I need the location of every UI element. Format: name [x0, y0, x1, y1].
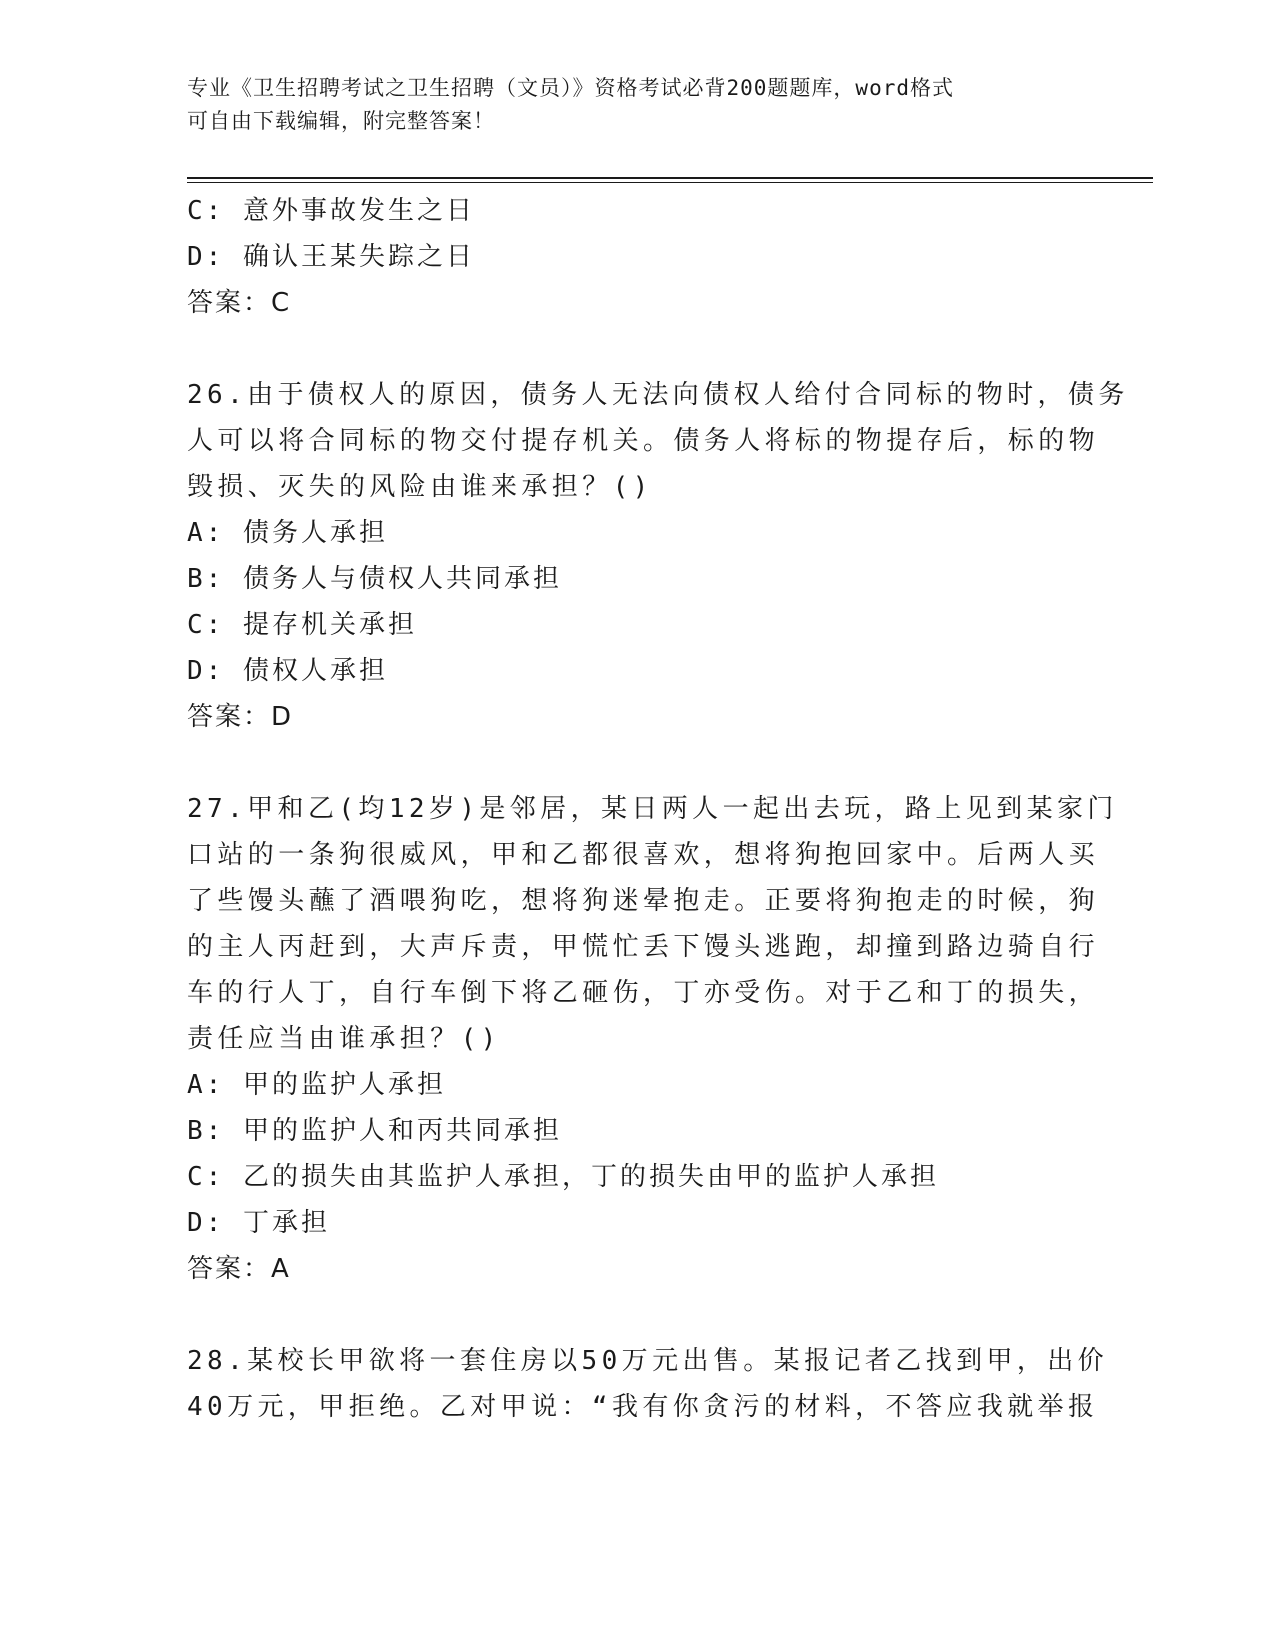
option-b: B: 债务人与债权人共同承担	[187, 564, 562, 594]
stem-line: 的主人丙赶到，大声斥责，甲慌忙丢下馒头逃跑，却撞到路边骑自行	[187, 932, 1100, 962]
option-a: A: 甲的监护人承担	[187, 1070, 446, 1100]
question-stem	[187, 1338, 1109, 1430]
header-divider-thin	[187, 182, 1153, 183]
answer-line: 答案：D	[187, 702, 294, 732]
header-divider-thick	[187, 177, 1153, 179]
stem-line: 人可以将合同标的物交付提存机关。债务人将标的物提存后，标的物	[187, 426, 1100, 456]
document-body	[187, 188, 1129, 1430]
stem-line: 毁损、灭失的风险由谁来承担？()	[187, 472, 653, 502]
option-b: B: 甲的监护人和丙共同承担	[187, 1116, 562, 1146]
option-c: C: 乙的损失由其监护人承担，丁的损失由甲的监护人承担	[187, 1162, 939, 1192]
option-d: D: 丁承担	[187, 1208, 330, 1238]
stem-line: 40万元，甲拒绝。乙对甲说：“我有你贪污的材料，不答应我就举报	[187, 1392, 1099, 1422]
spacer	[187, 740, 1087, 786]
option-c: C: 意外事故发生之日	[187, 196, 475, 226]
document-header	[187, 72, 1067, 138]
stem-line: 责任应当由谁承担？()	[187, 1024, 501, 1054]
question-26	[187, 372, 1129, 740]
stem-line: 了些馒头蘸了酒喂狗吃，想将狗迷晕抱走。正要将狗抱走的时候，狗	[187, 886, 1100, 916]
question-25-tail	[187, 188, 1087, 326]
answer-line: 答案：C	[187, 288, 292, 318]
question-27	[187, 786, 1118, 1292]
stem-line: 26.由于债权人的原因，债务人无法向债权人给付合同标的物时，债务	[187, 380, 1129, 410]
question-28	[187, 1338, 1109, 1430]
spacer	[187, 1292, 1087, 1338]
stem-line: 口站的一条狗很威风，甲和乙都很喜欢，想将狗抱回家中。后两人买	[187, 840, 1100, 870]
spacer	[187, 326, 1087, 372]
header-title-line-1: 专业《卫生招聘考试之卫生招聘（文员）》资格考试必背200题题库，word格式	[187, 76, 954, 100]
option-c: C: 提存机关承担	[187, 610, 417, 640]
option-a: A: 债务人承担	[187, 518, 388, 548]
question-stem	[187, 786, 1118, 1062]
stem-line: 27.甲和乙(均12岁)是邻居，某日两人一起出去玩，路上见到某家门	[187, 794, 1118, 824]
stem-line: 28.某校长甲欲将一套住房以50万元出售。某报记者乙找到甲，出价	[187, 1346, 1109, 1376]
header-title-line-2: 可自由下载编辑，附完整答案！	[187, 109, 495, 133]
stem-line: 车的行人丁，自行车倒下将乙砸伤，丁亦受伤。对于乙和丁的损失，	[187, 978, 1100, 1008]
option-d: D: 债权人承担	[187, 656, 388, 686]
answer-line: 答案：A	[187, 1254, 291, 1284]
option-d: D: 确认王某失踪之日	[187, 242, 475, 272]
question-stem	[187, 372, 1129, 510]
